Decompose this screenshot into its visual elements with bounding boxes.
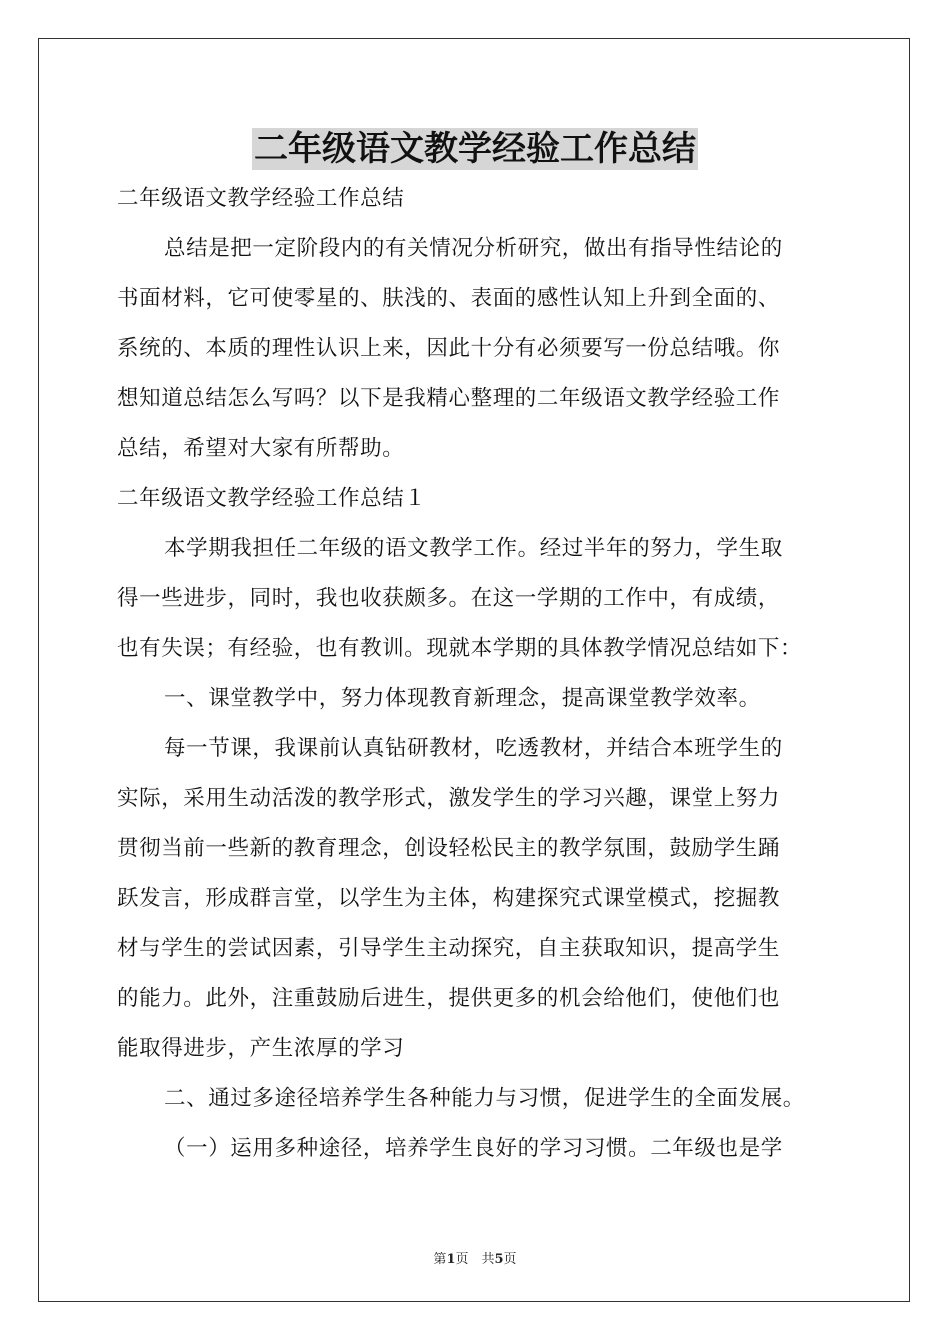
- subtitle-line: 二年级语文教学经验工作总结: [117, 186, 405, 211]
- document-title: 二年级语文教学经验工作总结: [254, 129, 696, 169]
- text-line: 想知道总结怎么写吗？以下是我精心整理的二年级语文教学经验工作: [117, 386, 781, 411]
- text-line: 系统的、本质的理性认识上来，因此十分有必须要写一份总结哦。你: [117, 336, 781, 361]
- page-footer: [0, 1248, 950, 1267]
- text-line: 本学期我担任二年级的语文教学工作。经过半年的努力，学生取: [164, 536, 783, 561]
- text-line: 材与学生的尝试因素，引导学生主动探究，自主获取知识，提高学生: [117, 936, 781, 961]
- text-line: 二、通过多途径培养学生各种能力与习惯，促进学生的全面发展。: [164, 1086, 805, 1111]
- title-container: [0, 128, 950, 170]
- section-heading: 二年级语文教学经验工作总结１: [117, 486, 427, 511]
- footer-total-pages: 5: [494, 1252, 504, 1267]
- text-line: 也有失误；有经验，也有教训。现就本学期的具体教学情况总结如下：: [117, 636, 803, 661]
- text-line: 每一节课，我课前认真钻研教材，吃透教材，并结合本班学生的: [164, 736, 783, 761]
- footer-page-number: 1: [446, 1252, 456, 1267]
- page-border: [38, 38, 910, 1302]
- text-line: 跃发言，形成群言堂，以学生为主体，构建探究式课堂模式，挖掘教: [117, 886, 781, 911]
- footer-suffix: 页: [503, 1252, 517, 1267]
- text-line: 的能力。此外，注重鼓励后进生，提供更多的机会给他们，使他们也: [117, 986, 781, 1011]
- footer-middle: 页 共: [455, 1252, 495, 1267]
- text-line: 能取得进步，产生浓厚的学习: [117, 1036, 405, 1061]
- text-line: （一）运用多种途径，培养学生良好的学习习惯。二年级也是学: [164, 1136, 783, 1161]
- text-line: 总结，希望对大家有所帮助。: [117, 436, 405, 461]
- text-line: 总结是把一定阶段内的有关情况分析研究，做出有指导性结论的: [164, 236, 783, 261]
- text-line: 贯彻当前一些新的教育理念，创设轻松民主的教学氛围，鼓励学生踊: [117, 836, 781, 861]
- footer-prefix: 第: [433, 1252, 447, 1267]
- text-line: 一、课堂教学中，努力体现教育新理念，提高课堂教学效率。: [164, 686, 761, 711]
- text-line: 实际，采用生动活泼的教学形式，激发学生的学习兴趣，课堂上努力: [117, 786, 781, 811]
- text-line: 书面材料，它可使零星的、肤浅的、表面的感性认知上升到全面的、: [117, 286, 781, 311]
- text-line: 得一些进步，同时，我也收获颇多。在这一学期的工作中，有成绩，: [117, 586, 781, 611]
